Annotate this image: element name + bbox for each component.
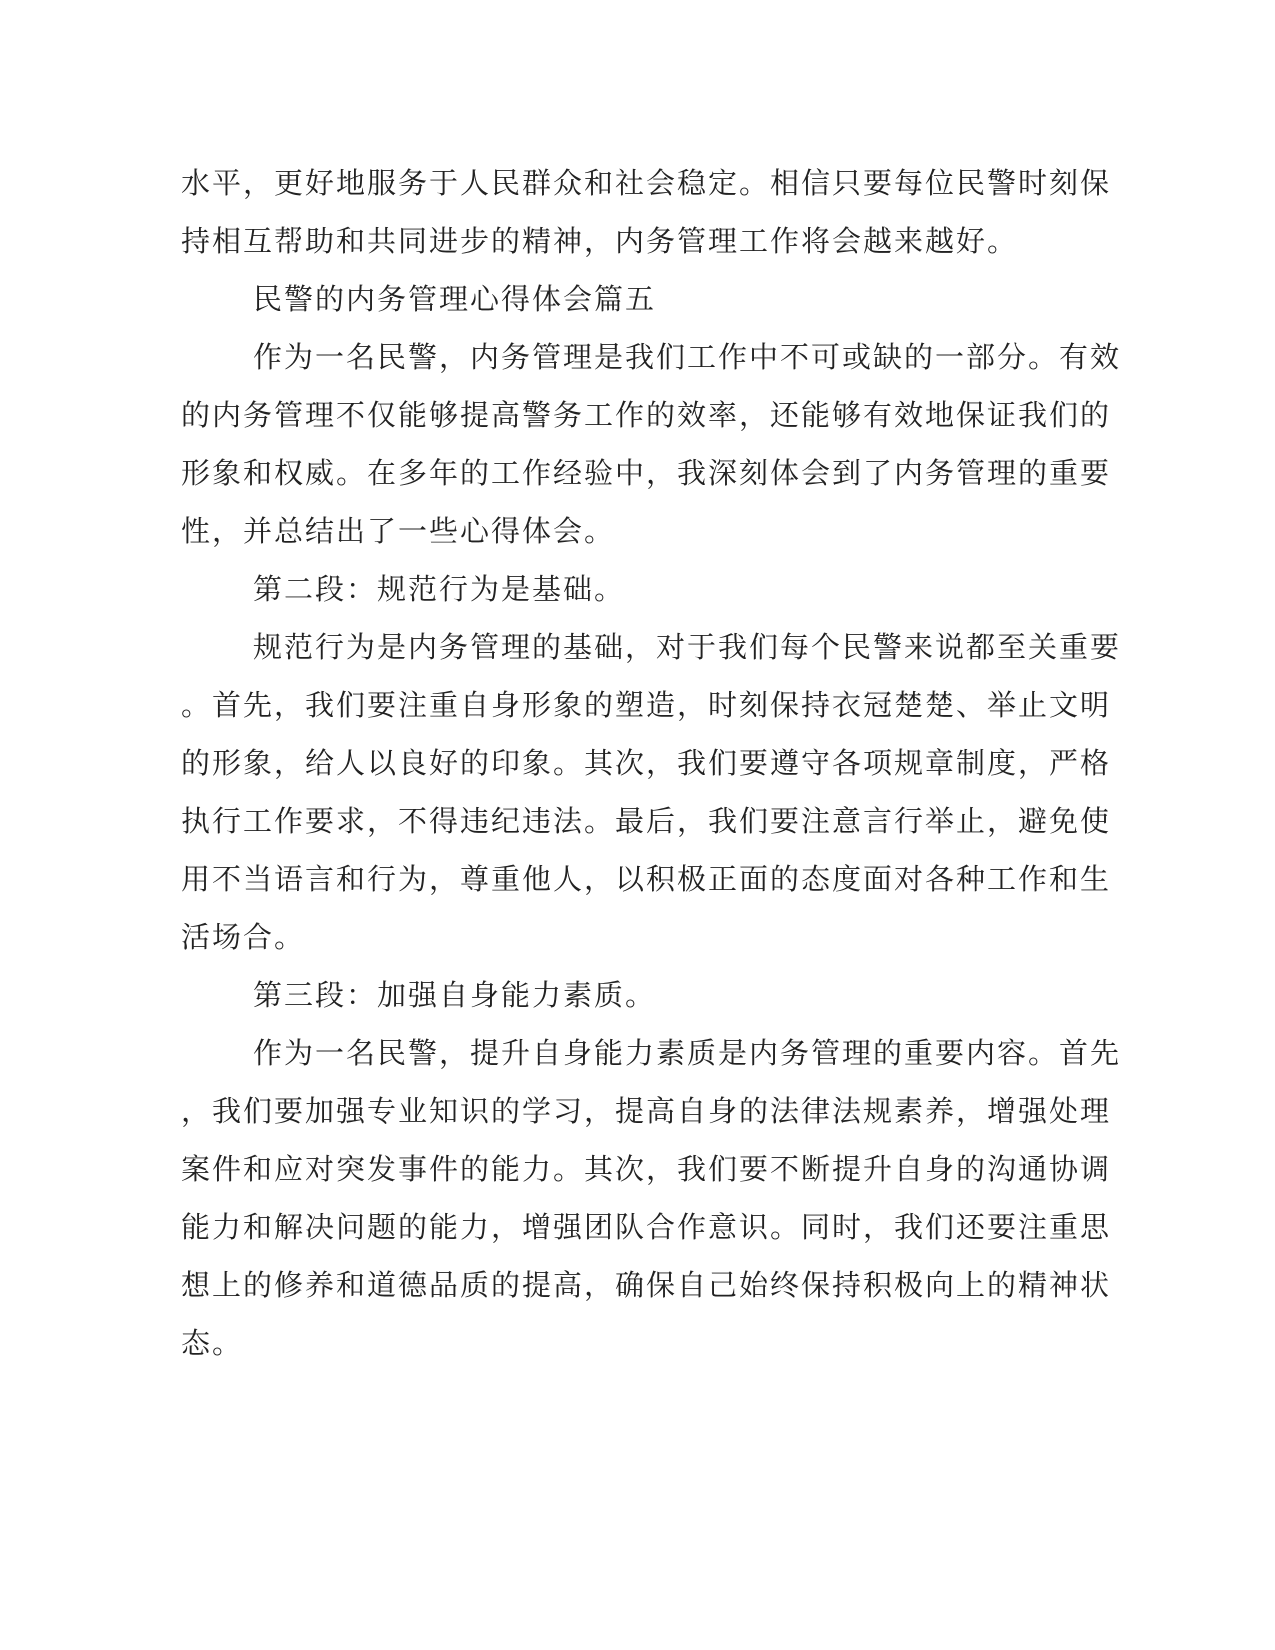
text-line: 的形象，给人以良好的印象。其次，我们要遵守各项规章制度，严格 <box>181 746 1112 780</box>
text-line: 作为一名民警，提升自身能力素质是内务管理的重要内容。首先 <box>253 1036 1122 1070</box>
text-line: 用不当语言和行为，尊重他人，以积极正面的态度面对各种工作和生 <box>181 862 1112 896</box>
text-line: 持相互帮助和共同进步的精神，内务管理工作将会越来越好。 <box>181 224 1019 258</box>
text-line: 形象和权威。在多年的工作经验中，我深刻体会到了内务管理的重要 <box>181 456 1112 490</box>
text-line: 作为一名民警，内务管理是我们工作中不可或缺的一部分。有效 <box>253 340 1122 374</box>
text-line: 。首先，我们要注重自身形象的塑造，时刻保持衣冠楚楚、举止文明 <box>181 688 1112 722</box>
text-line: 性，并总结出了一些心得体会。 <box>181 514 616 548</box>
text-line: 规范行为是内务管理的基础，对于我们每个民警来说都至关重要 <box>253 630 1122 664</box>
text-line: 水平，更好地服务于人民群众和社会稳定。相信只要每位民警时刻保 <box>181 166 1112 200</box>
text-line: 态。 <box>181 1326 244 1360</box>
section-heading: 第三段：加强自身能力素质。 <box>253 978 657 1012</box>
section-heading: 民警的内务管理心得体会篇五 <box>253 282 657 316</box>
text-line: 执行工作要求，不得违纪违法。最后，我们要注意言行举止，避免使 <box>181 804 1112 838</box>
text-line: 案件和应对突发事件的能力。其次，我们要不断提升自身的沟通协调 <box>181 1152 1112 1186</box>
text-line: 的内务管理不仅能够提高警务工作的效率，还能够有效地保证我们的 <box>181 398 1112 432</box>
text-line: 想上的修养和道德品质的提高，确保自己始终保持积极向上的精神状 <box>181 1268 1112 1302</box>
text-line: ，我们要加强专业知识的学习，提高自身的法律法规素养，增强处理 <box>181 1094 1112 1128</box>
text-line: 活场合。 <box>181 920 306 954</box>
section-heading: 第二段：规范行为是基础。 <box>253 572 626 606</box>
document-body <box>181 154 1122 1372</box>
text-line: 能力和解决问题的能力，增强团队合作意识。同时，我们还要注重思 <box>181 1210 1112 1244</box>
